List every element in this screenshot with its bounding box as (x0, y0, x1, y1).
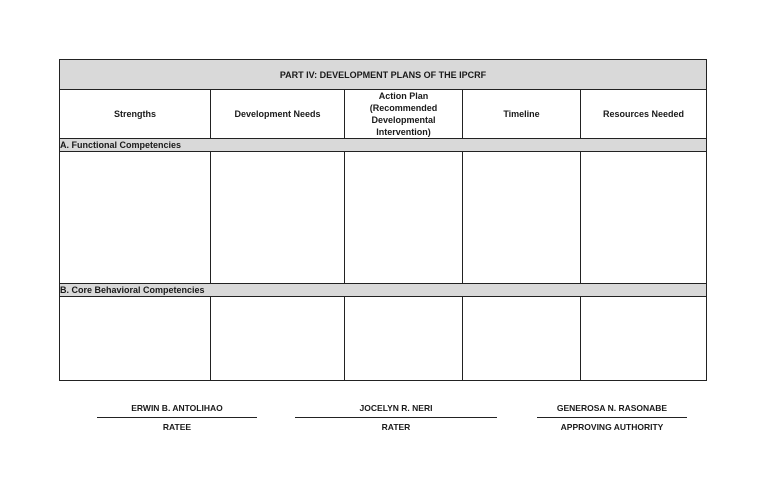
column-header-timeline: Timeline (463, 90, 581, 139)
development-plan-table (59, 59, 707, 381)
rater-name: JOCELYN R. NERI (359, 403, 433, 413)
ratee-signature-block (97, 403, 257, 433)
behavioral-strengths-cell[interactable] (60, 297, 211, 381)
section-core-behavioral-competencies: B. Core Behavioral Competencies (60, 284, 707, 297)
behavioral-timeline-cell[interactable] (463, 297, 581, 381)
column-header-resources-needed: Resources Needed (581, 90, 707, 139)
approver-role: APPROVING AUTHORITY (560, 422, 664, 432)
core-behavioral-competencies-row (60, 297, 707, 381)
rater-role: RATER (381, 422, 411, 432)
column-header-development-needs: Development Needs (211, 90, 345, 139)
functional-competencies-row (60, 152, 707, 284)
functional-strengths-cell[interactable] (60, 152, 211, 284)
functional-development-needs-cell[interactable] (211, 152, 345, 284)
column-header-strengths: Strengths (60, 90, 211, 139)
functional-resources-cell[interactable] (581, 152, 707, 284)
functional-timeline-cell[interactable] (463, 152, 581, 284)
ratee-name: ERWIN B. ANTOLIHAO (131, 403, 223, 413)
behavioral-action-plan-cell[interactable] (345, 297, 463, 381)
section-functional-competencies: A. Functional Competencies (60, 139, 707, 152)
behavioral-development-needs-cell[interactable] (211, 297, 345, 381)
approver-name: GENEROSA N. RASONABE (556, 403, 668, 413)
rater-signature-block (295, 403, 497, 433)
approver-signature-block (537, 403, 687, 433)
column-header-row (60, 90, 707, 139)
form-title: PART IV: DEVELOPMENT PLANS OF THE IPCRF (60, 60, 707, 90)
behavioral-resources-cell[interactable] (581, 297, 707, 381)
functional-action-plan-cell[interactable] (345, 152, 463, 284)
ratee-role: RATEE (162, 422, 192, 432)
column-header-action-plan: Action Plan (Recommended Developmental Intervention) (345, 90, 463, 139)
